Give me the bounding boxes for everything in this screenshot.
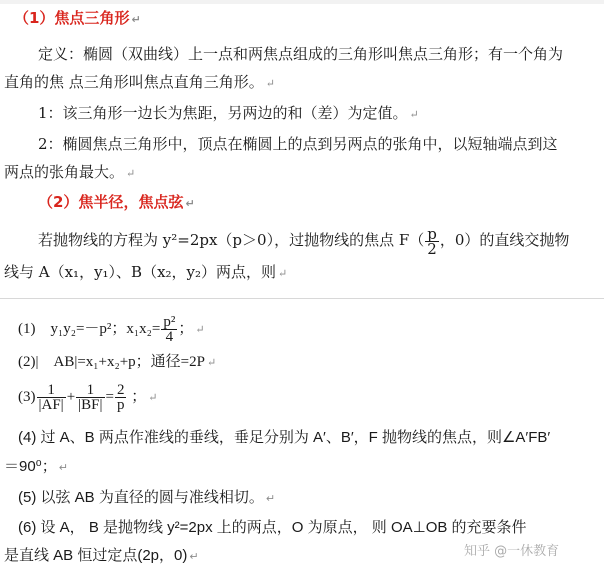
property-1: 1：该三角形一边长为焦距，另两边的和（差）为定值。 ↵ xyxy=(38,104,419,122)
zhihu-watermark: 知乎 @一休教育 xyxy=(464,544,560,559)
definition-line-1: 定义：椭圆（双曲线）上一点和两焦点组成的三角形叫焦点三角形；有一个角为 xyxy=(38,45,564,63)
section-2-heading: （2）焦半径，焦点弦 ↵ xyxy=(38,193,195,211)
formula-4-line-1: (4) 过 A、B 两点作准线的垂线，垂足分别为 A′、B′，F 抛物线的焦点，则∠A′FB′ xyxy=(18,429,551,446)
one-over-af-fraction: $\frac{1}{|AF|}$ xyxy=(38,382,64,414)
one-over-bf-fraction: $\frac{1}{|BF|}$ xyxy=(78,382,103,414)
parabola-intro-line-1: 若抛物线的方程为 y²=2px（p＞0），过抛物线的焦点 F（ $\frac{p}{2}$ ，0）的直线交抛物 xyxy=(38,224,570,258)
formula-3: (3) $\frac{1}{|AF|}$ + $\frac{1}{|BF|}$ = $\frac{2}{p}$ ； ↵ xyxy=(18,382,158,414)
formula-4-line-2: ＝90⁰； ↵ xyxy=(4,458,68,475)
p-squared-over-4-fraction: $\frac{\text{p²}}{4}$ xyxy=(163,314,176,346)
top-strip xyxy=(0,0,604,4)
formula-2: (2)| AB|=x₁+x₂+p；通径=2P ↵ xyxy=(18,354,217,370)
formula-5: (5) 以弦 AB 为直径的圆与准线相切。 ↵ xyxy=(18,489,276,506)
section-divider xyxy=(0,298,604,299)
section-1-heading: （1）焦点三角形 ↵ xyxy=(14,9,141,27)
parabola-intro-line-2: 线与 A（x₁，y₁）、B（x₂，y₂）两点，则 ↵ xyxy=(4,263,288,281)
definition-line-2: 直角的焦 点三角形叫焦点直角三角形。 ↵ xyxy=(4,73,275,91)
two-over-p-fraction: $\frac{2}{p}$ xyxy=(116,382,125,414)
formula-1: (1) y₁y₂=－p²；x₁x₂= $\frac{\text{p²}}{4}$ ； ↵ xyxy=(18,314,205,346)
property-2-line-2: 两点的张角最大。 ↵ xyxy=(4,163,136,181)
formula-6-line-1: (6) 设 A， B 是抛物线 y²=2px 上的两点，O 为原点， 则 OA⊥OB 的充要条件 xyxy=(18,519,527,536)
property-2-line-1: 2：椭圆焦点三角形中，顶点在椭圆上的点到另两点的张角中，以短轴端点到这 xyxy=(38,135,558,153)
formula-6-line-2: 是直线 AB 恒过定点(2p，0) ↵ xyxy=(4,547,199,564)
p-over-2-fraction: $\frac{p}{2}$ xyxy=(427,224,437,258)
